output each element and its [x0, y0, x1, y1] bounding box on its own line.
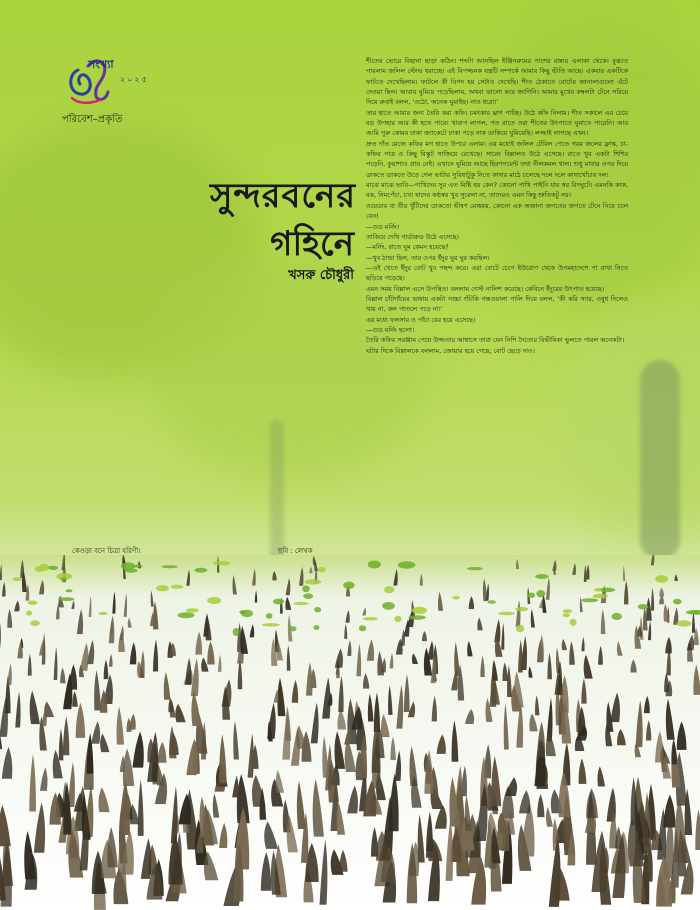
seedling-leaf — [535, 574, 548, 579]
seedling-leaf — [178, 612, 195, 618]
photo-caption: কেওড়া বনে চিত্রা হরিণী। — [72, 547, 141, 555]
seedling-leaf — [570, 619, 577, 626]
seedling-leaf — [13, 577, 22, 581]
mangrove-roots-photo — [0, 555, 700, 910]
seedling-leaf — [162, 565, 178, 568]
seedling-leaf — [314, 607, 321, 612]
seedling-leaf — [594, 588, 601, 592]
seedling-leaf — [233, 628, 240, 636]
tree-trunk — [270, 420, 284, 560]
seedling-leaf — [394, 616, 401, 622]
seedling-leaf — [195, 568, 208, 573]
article-paragraph: দ্রুত দাঁত মেজে কফির মগ হাতে উপরে এলাম। এর মধ্যেই জলিল টেবিল পেতে গরম জলের ফ্লাস্ক, চা-কফির পাত্র ও কিছু বিস্কুট সাজিয়ে রেখেছে। সারেং বিল্লালও উঠে এসেছে। রাতে খুব একটা শিশির পড়েনি, কুয়াশাও প্রায় নেই। এখানে ঘুমিয়ে আছে হিরণপয়েন্ট তথা নীলকমল খাল। শুধু মাথার ওপর দিয়ে ডাকতে ডাকতে উড়ে গেল ভাটার সুবিধাটুকু নিতে কাদার মাঠে চলেছে দলে দলে কাদাখোঁচার দল। — [366, 139, 628, 179]
seedling-leaf — [26, 611, 32, 616]
seedling-leaf — [593, 594, 608, 599]
seedling-leaf — [611, 613, 622, 620]
article-paragraph: —মর্নিং, রাতে ঘুম কেমন হয়েছে? — [366, 243, 449, 252]
tree-trunk — [640, 360, 680, 560]
seedling-leaf — [30, 620, 40, 626]
seedling-leaf — [488, 600, 496, 604]
seedling-leaf — [359, 625, 366, 631]
seedling-leaf — [66, 589, 73, 592]
seedling-leaf — [318, 567, 326, 572]
article-paragraph: এমন সময় বিল্লাল এসে উপস্থিত। বললাম গেস্ট নালিশ করেছে। কেবিনে ইঁদুরের উৎপাত হয়েছে। — [366, 284, 605, 293]
article-paragraph: —এই খেতে ইঁদুর বোট খুব পছন্দ করে। এরা বোটে চেপে ইউরোপ থেকে উপমহাদেশে পা রাখা নিতে ছড়িয়ে পড়েছে। — [366, 263, 628, 283]
seedling-leaf — [467, 567, 483, 570]
seedling-leaf — [289, 626, 296, 631]
seedling-leaf — [527, 593, 535, 598]
article-paragraph: তার হাতে আমার জন্য তৈরি করা কফি। চমৎকার ঘ্রাণ পাচ্ছি। উঠে কফি নিলাম। শীত সকালে এর চেয়ে বড় উপহার আর কী হতে পারে। খারাপ লাগল, গত রাতে ওরা শীতের উৎপাতে ঘুমাতে পারেনি। আর আমি পুরু কোমর ঢাকা জ্যাকেটে ঢাকা পড়ে নাক ডাকিয়ে ঘুমিয়েছি। লজ্জাই লাগছে এখন। — [366, 108, 628, 138]
seedling-leaf — [676, 620, 691, 626]
seedling-leaf — [686, 610, 699, 614]
seedling-leaf — [382, 602, 395, 610]
seedling-leaf — [581, 598, 598, 602]
seedling-leaf — [294, 602, 309, 605]
seedling-leaf — [673, 599, 682, 605]
seedling-leaf — [398, 561, 416, 568]
seedling-leaf — [241, 610, 253, 617]
seedling-leaf — [408, 615, 425, 620]
seedling-leaf — [412, 607, 427, 614]
seedling-leaf — [638, 604, 649, 609]
article-paragraph: —গুড মর্নিং ছলো। — [366, 325, 415, 334]
seedling-leaf — [35, 566, 44, 572]
seedling-leaf — [343, 582, 354, 589]
seedling-leaf — [563, 613, 570, 617]
seedling-leaf — [384, 586, 394, 593]
logo-year: ২০২৫ — [120, 75, 149, 84]
article-title-line1: সুন্দরবনের — [210, 176, 357, 216]
logo-label: সংখ্যা — [88, 58, 114, 71]
seedling-leaf — [302, 585, 309, 592]
photo-credit: ছবি : লেখক — [278, 547, 313, 555]
author-name: খসরু চৌধুরী — [288, 268, 354, 283]
seedling-leaf — [48, 566, 58, 570]
seedling-leaf — [536, 590, 545, 597]
section-label: পরিবেশ–প্রকৃতি — [62, 114, 123, 125]
article-paragraph: মাঝে মাঝে ভাবি—পাখিদের সুর এত মিষ্টি হয় কেন? কোনো পাখি পাইনি যার স্বর বিদঘুটে। এমনকি কাক, বক, নিমপেঁচা, চখা যাদের কণ্ঠস্বর খুব সুরেলা না, তাদেরও এমন কিছু শ্রুতিকটু নয়। — [366, 181, 628, 200]
seedling-leaf — [305, 579, 322, 584]
seedling-leaf — [262, 623, 280, 626]
article-paragraph: ঘটার দিকে বিল্লালকে বললাম, জোয়ার হয়ে গেছে, বোট ছেড়ে দাও। — [366, 346, 535, 355]
article-body — [366, 56, 628, 558]
seedling-leaf — [60, 578, 67, 581]
article-title-line2: গহিনে — [270, 224, 354, 264]
seedling-leaf — [368, 561, 381, 569]
seedling-leaf — [655, 575, 668, 583]
article-paragraph: —গুড মর্নিং। — [366, 222, 400, 231]
seedling-leaf — [266, 613, 273, 619]
seedling-leaf — [313, 625, 319, 630]
seedling-leaf — [186, 608, 199, 612]
seedling-leaf — [363, 617, 378, 620]
seedling-leaf — [498, 612, 515, 616]
seedling-leaf — [599, 588, 615, 593]
article-paragraph: এর মধ্যে ফলসার ও পাঁচা বের হয়ে এসেছে। — [366, 315, 476, 324]
article-paragraph: ওয়েডার বা তীর খুঁটিদের ডাকতো ভীষণ মোহময়, কোনো এক অজানা জগতের জগতে টেনে নিয়ে চলে যেন! — [366, 201, 628, 221]
seedling-leaf — [28, 601, 38, 605]
seedling-leaf — [99, 612, 108, 615]
seedling-leaf — [207, 597, 221, 604]
article-paragraph: বিল্লাল চাঁটগাঁয়ের ভাষায় একটা সাচ্চা শুঁটকি গন্ধওয়ালা গালি দিয়ে বলল, ‘কী করি স্যার, ওষুধ দিলেও খায় না, কল পাতলে পড়ে না।’ — [366, 294, 628, 314]
seedling-leaf — [171, 585, 184, 589]
seedling-leaf — [563, 609, 572, 613]
seedling-leaf — [132, 565, 142, 568]
seedling-leaf — [303, 593, 313, 599]
article-paragraph: শীতের ভোরে বিছানা ছাড়া কঠিন। শব্দটা আসছিল ইঞ্জিনরুমের পাশের রান্নার এলাকা থেকে। বুঝতে পারলাম জলিল স্টোভ ধরাচ্ছে। এই বিপজ্জনক যন্ত্রটি সম্পর্কে আমার কিছু ভীতি আছে। একবার একটিকে ফাটতে দেখেছিলাম। ফাটলে কী বিপদ হয় সেটাও দেখেছি। শীত ঠেকাতে বোটের জানালাগুলো এঁটে দেওয়া ছিল। আবার ঘুমিয়ে পড়েছিলাম, অথবা ভালো করে জাগিনি। আমার মুখের কম্বলটা টেনে সরিয়ে দিয়ে রুবাই বলল, ‘ওঠো, অনেক ঘুমাইছ। নাও ধরো।’ — [366, 57, 628, 107]
seedling-leaf — [58, 597, 74, 601]
seedling-leaf — [452, 596, 460, 600]
article-paragraph: তৈরি কফির সরঞ্জাম পেয়ে উজ্জতার আশ্বাসে তারা যেন নিশি দৈত্যের বিভীষিকা ভুলতে পারল অনেকটা। — [366, 336, 625, 345]
seedling-leaf — [156, 585, 169, 591]
seedling-leaf — [273, 599, 284, 605]
article-paragraph: তাকিয়ে দেখি গার্ডারুড উঠে এসেছে। — [366, 232, 459, 241]
seedling-leaf — [515, 607, 528, 611]
seedling-leaf — [213, 561, 230, 565]
article-paragraph: —খুব ঠান্ডা ছিল, তার ওপর ইঁদুর ঘুর ঘুর করছিল। — [366, 253, 490, 262]
seedling-leaf — [516, 625, 524, 633]
